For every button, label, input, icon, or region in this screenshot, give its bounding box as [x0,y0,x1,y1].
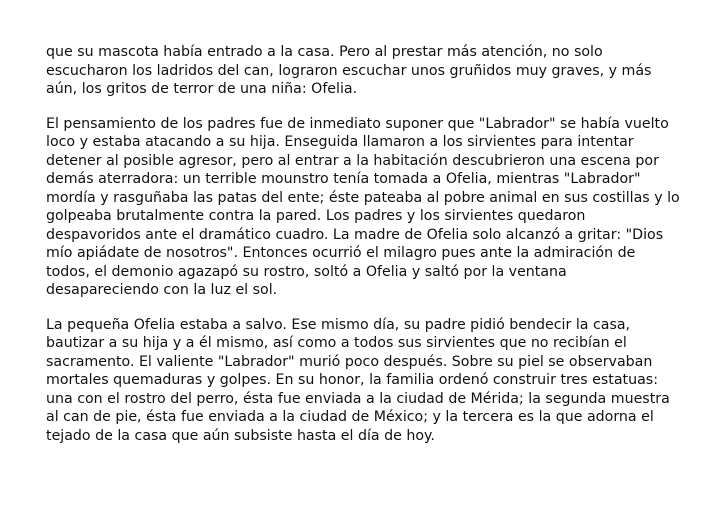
text-line: tejado de la casa que aún subsiste hasta el día de hoy. [46,427,435,444]
text-line: escucharon los ladridos del can, lograron escuchar unos gruñidos muy graves, y más [46,62,652,79]
text-line: La pequeña Ofelia estaba a salvo. Ese mismo día, su padre pidió bendecir la casa, [46,316,631,333]
text-line: que su mascota había entrado a la casa. Pero al prestar más atención, no solo [46,44,603,60]
text-line: detener al posible agresor, pero al entrar a la habitación descubrieron una escena por [46,152,659,169]
document-page [46,43,694,461]
text-line: aún, los gritos de terror de una niña: Ofelia. [46,81,358,97]
text-line: despavoridos ante el dramático cuadro. La madre de Ofelia solo alcanzó a gritar: "Dios [46,226,664,243]
text-line: loco y estaba atacando a su hija. Enseguida llamaron a los sirvientes para intentar [46,134,634,150]
text-line: mordía y rasguñaba las patas del ente; éste pateaba al pobre animal en sus costillas y lo [46,189,680,206]
text-line: mortales quemaduras y golpes. En su honor, la familia ordenó construir tres estatuas: [46,372,658,388]
text-line: golpeaba brutalmente contra la pared. Los padres y los sirvientes quedaron [46,208,586,224]
paragraph-3 [46,316,694,446]
text-line: una con el rostro del perro, ésta fue enviada a la ciudad de Mérida; la segunda muestra [46,390,670,407]
text-line: sacramento. El valiente "Labrador" murió poco después. Sobre su piel se observaban [46,353,653,370]
text-line: mío apiádate de nosotros". Entonces ocurrió el milagro pues ante la admiración de [46,245,636,261]
text-line: todos, el demonio agazapó su rostro, soltó a Ofelia y saltó por la ventana [46,263,567,280]
paragraph-2 [46,115,694,300]
text-line: El pensamiento de los padres fue de inmediato suponer que "Labrador" se había vuelto [46,115,669,132]
text-line: bautizar a su hija y a él mismo, así como a todos sus sirvientes que no recibían el [46,335,627,351]
text-line: desapareciendo con la luz el sol. [46,282,278,298]
paragraph-1 [46,43,694,99]
text-line: al can de pie, ésta fue enviada a la ciudad de México; y la tercera es la que adorna el [46,409,654,425]
text-line: demás aterradora: un terrible mounstro tenía tomada a Ofelia, mientras "Labrador" [46,171,641,187]
